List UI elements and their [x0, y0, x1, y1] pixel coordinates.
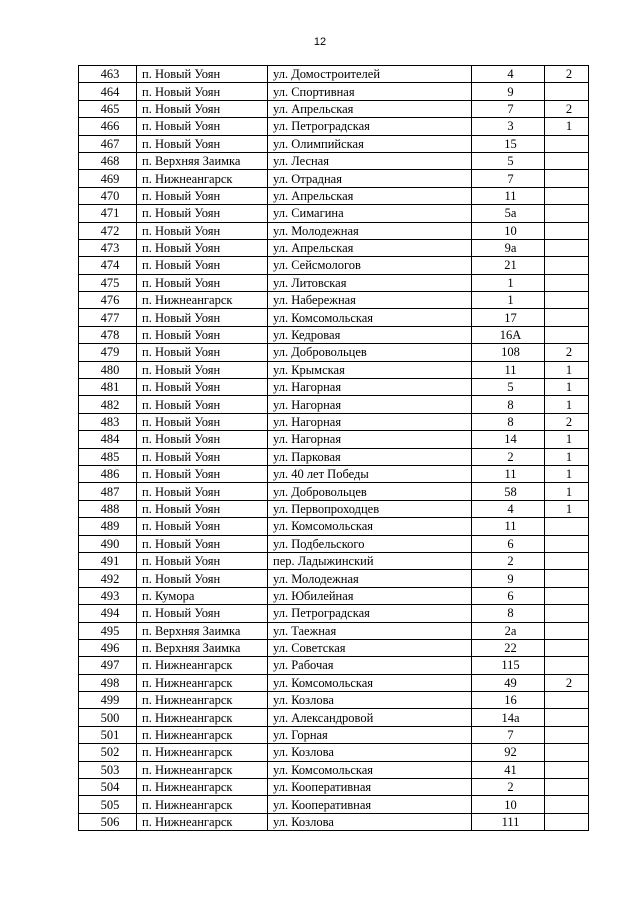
settlement-cell: п. Нижнеангарск	[137, 657, 268, 674]
count-cell: 2	[545, 413, 589, 430]
street-cell: ул. Советская	[268, 639, 472, 656]
row-number-cell: 500	[79, 709, 137, 726]
row-number-cell: 488	[79, 500, 137, 517]
settlement-cell: п. Новый Уоян	[137, 66, 268, 83]
street-cell: ул. Таежная	[268, 622, 472, 639]
count-cell	[545, 535, 589, 552]
street-cell: ул. Подбельского	[268, 535, 472, 552]
house-number-cell: 11	[472, 361, 545, 378]
settlement-cell: п. Нижнеангарск	[137, 170, 268, 187]
count-cell: 2	[545, 344, 589, 361]
settlement-cell: п. Новый Уоян	[137, 135, 268, 152]
count-cell	[545, 326, 589, 343]
count-cell: 2	[545, 66, 589, 83]
settlement-cell: п. Нижнеангарск	[137, 813, 268, 830]
table-row	[79, 483, 589, 500]
settlement-cell: п. Новый Уоян	[137, 413, 268, 430]
settlement-cell: п. Новый Уоян	[137, 535, 268, 552]
house-number-cell: 7	[472, 100, 545, 117]
row-number-cell: 485	[79, 448, 137, 465]
table-row	[79, 744, 589, 761]
count-cell	[545, 622, 589, 639]
house-number-cell: 22	[472, 639, 545, 656]
row-number-cell: 505	[79, 796, 137, 813]
street-cell: ул. Домостроителей	[268, 66, 472, 83]
count-cell	[545, 813, 589, 830]
house-number-cell: 1	[472, 274, 545, 291]
settlement-cell: п. Нижнеангарск	[137, 674, 268, 691]
settlement-cell: п. Новый Уоян	[137, 500, 268, 517]
row-number-cell: 494	[79, 605, 137, 622]
row-number-cell: 497	[79, 657, 137, 674]
settlement-cell: п. Верхняя Заимка	[137, 152, 268, 169]
house-number-cell: 21	[472, 257, 545, 274]
settlement-cell: п. Нижнеангарск	[137, 709, 268, 726]
street-cell: ул. Комсомольская	[268, 309, 472, 326]
table-row	[79, 813, 589, 830]
count-cell	[545, 292, 589, 309]
street-cell: ул. Нагорная	[268, 431, 472, 448]
table-row	[79, 222, 589, 239]
settlement-cell: п. Новый Уоян	[137, 274, 268, 291]
house-number-cell: 16А	[472, 326, 545, 343]
table-row	[79, 726, 589, 743]
table-row	[79, 309, 589, 326]
street-cell: ул. Козлова	[268, 692, 472, 709]
house-number-cell: 41	[472, 761, 545, 778]
count-cell	[545, 779, 589, 796]
row-number-cell: 469	[79, 170, 137, 187]
settlement-cell: п. Новый Уоян	[137, 257, 268, 274]
table-row	[79, 344, 589, 361]
count-cell	[545, 239, 589, 256]
row-number-cell: 463	[79, 66, 137, 83]
count-cell	[545, 587, 589, 604]
street-cell: ул. Первопроходцев	[268, 500, 472, 517]
street-cell: ул. Кооперативная	[268, 796, 472, 813]
count-cell	[545, 274, 589, 291]
street-cell: ул. Парковая	[268, 448, 472, 465]
street-cell: ул. Александровой	[268, 709, 472, 726]
street-cell: ул. Добровольцев	[268, 344, 472, 361]
row-number-cell: 495	[79, 622, 137, 639]
row-number-cell: 502	[79, 744, 137, 761]
house-number-cell: 2а	[472, 622, 545, 639]
row-number-cell: 480	[79, 361, 137, 378]
house-number-cell: 5а	[472, 205, 545, 222]
house-number-cell: 6	[472, 587, 545, 604]
count-cell	[545, 744, 589, 761]
street-cell: ул. Нагорная	[268, 396, 472, 413]
settlement-cell: п. Новый Уоян	[137, 222, 268, 239]
table-row	[79, 118, 589, 135]
table-row	[79, 465, 589, 482]
house-number-cell: 1	[472, 292, 545, 309]
count-cell: 1	[545, 465, 589, 482]
street-cell: ул. Петроградская	[268, 118, 472, 135]
count-cell	[545, 796, 589, 813]
row-number-cell: 484	[79, 431, 137, 448]
street-cell: ул. Отрадная	[268, 170, 472, 187]
count-cell	[545, 692, 589, 709]
table-row	[79, 448, 589, 465]
table-row	[79, 274, 589, 291]
settlement-cell: п. Новый Уоян	[137, 361, 268, 378]
table-row	[79, 396, 589, 413]
row-number-cell: 466	[79, 118, 137, 135]
row-number-cell: 482	[79, 396, 137, 413]
street-cell: ул. Комсомольская	[268, 761, 472, 778]
row-number-cell: 491	[79, 552, 137, 569]
table-row	[79, 187, 589, 204]
house-number-cell: 111	[472, 813, 545, 830]
table-row	[79, 205, 589, 222]
row-number-cell: 504	[79, 779, 137, 796]
table-row	[79, 587, 589, 604]
settlement-cell: п. Нижнеангарск	[137, 292, 268, 309]
table-row	[79, 570, 589, 587]
house-number-cell: 11	[472, 187, 545, 204]
street-cell: ул. Апрельская	[268, 239, 472, 256]
row-number-cell: 481	[79, 379, 137, 396]
street-cell: пер. Ладыжинский	[268, 552, 472, 569]
table-row	[79, 535, 589, 552]
row-number-cell: 468	[79, 152, 137, 169]
table-row	[79, 100, 589, 117]
settlement-cell: п. Новый Уоян	[137, 465, 268, 482]
street-cell: ул. Юбилейная	[268, 587, 472, 604]
street-cell: ул. Кедровая	[268, 326, 472, 343]
count-cell	[545, 657, 589, 674]
street-cell: ул. Молодежная	[268, 570, 472, 587]
row-number-cell: 506	[79, 813, 137, 830]
count-cell: 1	[545, 118, 589, 135]
row-number-cell: 470	[79, 187, 137, 204]
count-cell	[545, 552, 589, 569]
row-number-cell: 493	[79, 587, 137, 604]
count-cell	[545, 152, 589, 169]
count-cell: 1	[545, 500, 589, 517]
street-cell: ул. Рабочая	[268, 657, 472, 674]
house-number-cell: 4	[472, 66, 545, 83]
house-number-cell: 3	[472, 118, 545, 135]
settlement-cell: п. Новый Уоян	[137, 448, 268, 465]
count-cell	[545, 518, 589, 535]
house-number-cell: 5	[472, 379, 545, 396]
house-number-cell: 108	[472, 344, 545, 361]
settlement-cell: п. Новый Уоян	[137, 187, 268, 204]
row-number-cell: 496	[79, 639, 137, 656]
table-row	[79, 692, 589, 709]
settlement-cell: п. Нижнеангарск	[137, 726, 268, 743]
count-cell: 1	[545, 448, 589, 465]
count-cell	[545, 605, 589, 622]
house-number-cell: 14	[472, 431, 545, 448]
row-number-cell: 499	[79, 692, 137, 709]
count-cell	[545, 257, 589, 274]
house-number-cell: 2	[472, 448, 545, 465]
table-row	[79, 639, 589, 656]
settlement-cell: п. Новый Уоян	[137, 205, 268, 222]
street-cell: ул. Сейсмологов	[268, 257, 472, 274]
settlement-cell: п. Нижнеангарск	[137, 796, 268, 813]
street-cell: ул. Молодежная	[268, 222, 472, 239]
settlement-cell: п. Новый Уоян	[137, 326, 268, 343]
count-cell	[545, 135, 589, 152]
row-number-cell: 501	[79, 726, 137, 743]
count-cell: 1	[545, 379, 589, 396]
house-number-cell: 2	[472, 552, 545, 569]
count-cell	[545, 639, 589, 656]
table-row	[79, 152, 589, 169]
settlement-cell: п. Новый Уоян	[137, 396, 268, 413]
table-row	[79, 83, 589, 100]
house-number-cell: 8	[472, 396, 545, 413]
row-number-cell: 472	[79, 222, 137, 239]
house-number-cell: 5	[472, 152, 545, 169]
row-number-cell: 492	[79, 570, 137, 587]
street-cell: ул. Спортивная	[268, 83, 472, 100]
count-cell	[545, 709, 589, 726]
house-number-cell: 9	[472, 83, 545, 100]
settlement-cell: п. Нижнеангарск	[137, 761, 268, 778]
house-number-cell: 2	[472, 779, 545, 796]
row-number-cell: 474	[79, 257, 137, 274]
street-cell: ул. Добровольцев	[268, 483, 472, 500]
table-row	[79, 326, 589, 343]
count-cell: 1	[545, 361, 589, 378]
house-number-cell: 58	[472, 483, 545, 500]
row-number-cell: 498	[79, 674, 137, 691]
count-cell	[545, 205, 589, 222]
count-cell	[545, 170, 589, 187]
table-row	[79, 605, 589, 622]
house-number-cell: 7	[472, 170, 545, 187]
settlement-cell: п. Новый Уоян	[137, 570, 268, 587]
row-number-cell: 476	[79, 292, 137, 309]
table-row	[79, 361, 589, 378]
table-row	[79, 239, 589, 256]
street-cell: ул. Петроградская	[268, 605, 472, 622]
street-cell: ул. Нагорная	[268, 413, 472, 430]
table-row	[79, 622, 589, 639]
count-cell	[545, 726, 589, 743]
settlement-cell: п. Верхняя Заимка	[137, 622, 268, 639]
house-number-cell: 16	[472, 692, 545, 709]
row-number-cell: 486	[79, 465, 137, 482]
table-row	[79, 66, 589, 83]
house-number-cell: 10	[472, 796, 545, 813]
street-cell: ул. Комсомольская	[268, 674, 472, 691]
table-row	[79, 170, 589, 187]
row-number-cell: 467	[79, 135, 137, 152]
row-number-cell: 477	[79, 309, 137, 326]
row-number-cell: 503	[79, 761, 137, 778]
table-row	[79, 674, 589, 691]
count-cell: 2	[545, 100, 589, 117]
settlement-cell: п. Новый Уоян	[137, 309, 268, 326]
table-row	[79, 257, 589, 274]
house-number-cell: 15	[472, 135, 545, 152]
settlement-cell: п. Верхняя Заимка	[137, 639, 268, 656]
row-number-cell: 483	[79, 413, 137, 430]
house-number-cell: 9а	[472, 239, 545, 256]
table-row	[79, 552, 589, 569]
count-cell	[545, 309, 589, 326]
house-number-cell: 11	[472, 465, 545, 482]
street-cell: ул. Нагорная	[268, 379, 472, 396]
house-number-cell: 9	[472, 570, 545, 587]
table-row	[79, 779, 589, 796]
count-cell	[545, 187, 589, 204]
street-cell: ул. 40 лет Победы	[268, 465, 472, 482]
settlement-cell: п. Новый Уоян	[137, 344, 268, 361]
count-cell	[545, 222, 589, 239]
settlement-cell: п. Нижнеангарск	[137, 779, 268, 796]
table-row	[79, 518, 589, 535]
house-number-cell: 10	[472, 222, 545, 239]
table-row	[79, 709, 589, 726]
settlement-cell: п. Новый Уоян	[137, 118, 268, 135]
street-cell: ул. Горная	[268, 726, 472, 743]
row-number-cell: 479	[79, 344, 137, 361]
count-cell	[545, 761, 589, 778]
street-cell: ул. Лесная	[268, 152, 472, 169]
count-cell: 1	[545, 396, 589, 413]
street-cell: ул. Апрельская	[268, 187, 472, 204]
row-number-cell: 464	[79, 83, 137, 100]
street-cell: ул. Комсомольская	[268, 518, 472, 535]
settlement-cell: п. Новый Уоян	[137, 379, 268, 396]
row-number-cell: 475	[79, 274, 137, 291]
street-cell: ул. Кооперативная	[268, 779, 472, 796]
house-number-cell: 92	[472, 744, 545, 761]
count-cell: 1	[545, 431, 589, 448]
settlement-cell: п. Новый Уоян	[137, 100, 268, 117]
row-number-cell: 489	[79, 518, 137, 535]
row-number-cell: 487	[79, 483, 137, 500]
house-number-cell: 4	[472, 500, 545, 517]
street-cell: ул. Набережная	[268, 292, 472, 309]
street-cell: ул. Олимпийская	[268, 135, 472, 152]
street-cell: ул. Литовская	[268, 274, 472, 291]
house-number-cell: 14а	[472, 709, 545, 726]
street-cell: ул. Крымская	[268, 361, 472, 378]
count-cell: 2	[545, 674, 589, 691]
house-number-cell: 7	[472, 726, 545, 743]
count-cell: 1	[545, 483, 589, 500]
row-number-cell: 478	[79, 326, 137, 343]
house-number-cell: 8	[472, 413, 545, 430]
settlement-cell: п. Новый Уоян	[137, 83, 268, 100]
table-row	[79, 379, 589, 396]
settlement-cell: п. Новый Уоян	[137, 239, 268, 256]
settlement-cell: п. Новый Уоян	[137, 431, 268, 448]
street-cell: ул. Козлова	[268, 744, 472, 761]
page-number: 12	[313, 36, 327, 48]
settlement-cell: п. Новый Уоян	[137, 483, 268, 500]
address-table	[78, 65, 589, 831]
house-number-cell: 115	[472, 657, 545, 674]
table-row	[79, 431, 589, 448]
street-cell: ул. Симагина	[268, 205, 472, 222]
house-number-cell: 17	[472, 309, 545, 326]
house-number-cell: 8	[472, 605, 545, 622]
house-number-cell: 11	[472, 518, 545, 535]
row-number-cell: 473	[79, 239, 137, 256]
house-number-cell: 6	[472, 535, 545, 552]
row-number-cell: 465	[79, 100, 137, 117]
count-cell	[545, 83, 589, 100]
settlement-cell: п. Нижнеангарск	[137, 744, 268, 761]
table-row	[79, 500, 589, 517]
table-row	[79, 761, 589, 778]
table-row	[79, 135, 589, 152]
table-row	[79, 657, 589, 674]
settlement-cell: п. Новый Уоян	[137, 552, 268, 569]
house-number-cell: 49	[472, 674, 545, 691]
street-cell: ул. Апрельская	[268, 100, 472, 117]
table-row	[79, 413, 589, 430]
settlement-cell: п. Новый Уоян	[137, 605, 268, 622]
row-number-cell: 490	[79, 535, 137, 552]
address-table-body	[79, 66, 589, 831]
settlement-cell: п. Новый Уоян	[137, 518, 268, 535]
street-cell: ул. Козлова	[268, 813, 472, 830]
row-number-cell: 471	[79, 205, 137, 222]
settlement-cell: п. Нижнеангарск	[137, 692, 268, 709]
count-cell	[545, 570, 589, 587]
table-row	[79, 796, 589, 813]
settlement-cell: п. Кумора	[137, 587, 268, 604]
table-row	[79, 292, 589, 309]
